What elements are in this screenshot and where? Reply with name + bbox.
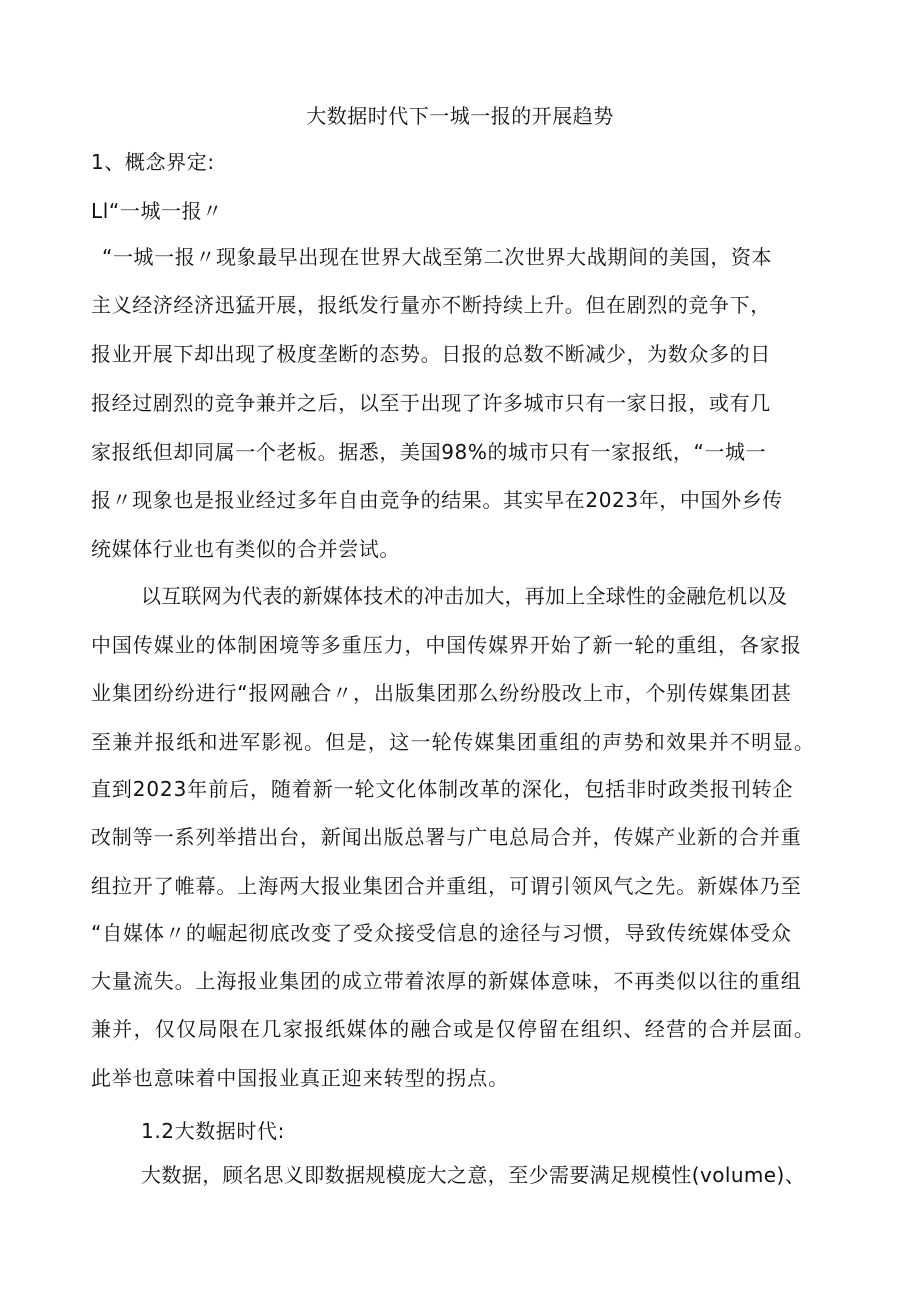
paragraph-line: 报业开展下却出现了极度垄断的态势。日报的总数不断减少，为数众多的日: [91, 342, 771, 366]
paragraph-3-line: 大数据，顾名思义即数据规模庞大之意，至少需要满足规模性(volume)、: [141, 1163, 806, 1187]
paragraph-line: 报〃现象也是报业经过多年自由竞争的结果。其实早在2023年，中国外乡传: [91, 488, 783, 512]
paragraph-line: 兼并，仅仅局限在几家报纸媒体的融合或是仅停留在组织、经营的合并层面。: [91, 1017, 816, 1041]
paragraph-line: 至兼并报纸和进军影视。但是，这一轮传媒集团重组的声势和效果并不明显。: [91, 730, 816, 754]
paragraph-line: 此举也意味着中国报业真正迎来转型的拐点。: [91, 1066, 509, 1090]
section-heading-1-1: Ll“一城一报〃: [91, 199, 223, 223]
paragraph-line: 主义经济经济迅猛开展，报纸发行量亦不断持续上升。但在剧烈的竞争下，: [91, 293, 771, 317]
paragraph-line: 大量流失。上海报业集团的成立带着浓厚的新媒体意味，不再类似以往的重组: [91, 969, 802, 993]
paragraph-line: 统媒体行业也有类似的合并尝试。: [91, 537, 400, 561]
paragraph-line: “自媒体〃的崛起彻底改变了受众接受信息的途径与习惯，导致传统媒体受众: [91, 921, 792, 945]
paragraph-line: 家报纸但却同属一个老板。据悉，美国98%的城市只有一家报纸，“一城一: [91, 440, 767, 464]
paragraph-line: “一城一报〃现象最早出现在世界大战至第二次世界大战期间的美国，资本: [102, 245, 773, 269]
paragraph-line: 直到2023年前后，随着新一轮文化体制改革的深化，包括非时政类报刊转企: [91, 777, 794, 801]
paragraph-line: 组拉开了帷幕。上海两大报业集团合并重组，可谓引领风气之先。新媒体乃至: [91, 874, 802, 898]
document-title: 大数据时代下一城一报的开展趋势: [306, 104, 614, 128]
paragraph-line: 报经过剧烈的竞争兼并之后，以至于出现了许多城市只有一家日报，或有几: [91, 391, 771, 415]
section-heading-1: 1、概念界定:: [91, 150, 215, 174]
paragraph-line: 以互联网为代表的新媒体技术的冲击加大，再加上全球性的金融危机以及: [141, 584, 788, 608]
paragraph-line: 改制等一系列举措出台，新闻出版总署与广电总局合并，传媒产业新的合并重: [91, 825, 802, 849]
section-heading-1-2: 1.2大数据时代:: [141, 1119, 285, 1143]
paragraph-line: 中国传媒业的体制困境等多重压力，中国传媒界开始了新一轮的重组，各家报: [91, 633, 802, 657]
paragraph-line: 业集团纷纷进行“报网融合〃，出版集团那么纷纷股改上市，个别传媒集团甚: [91, 681, 792, 705]
